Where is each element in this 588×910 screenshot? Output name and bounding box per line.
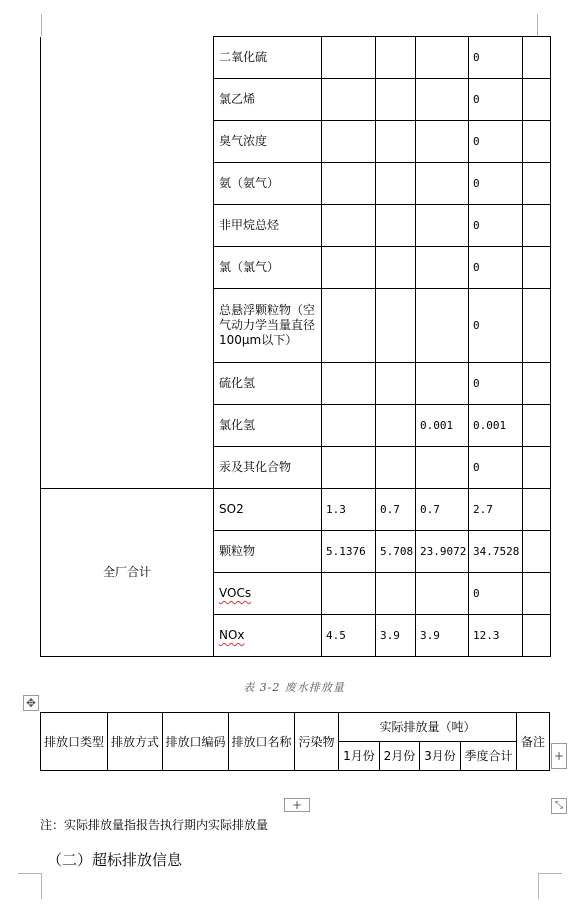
value-cell-m2 <box>376 289 416 363</box>
resize-diagonal-icon[interactable]: ⤡ <box>551 798 567 814</box>
value-cell-remark <box>523 573 551 615</box>
value-cell-quarter: 0 <box>469 79 523 121</box>
crop-mark <box>18 873 41 874</box>
value-cell-remark <box>523 531 551 573</box>
value-cell-remark <box>523 289 551 363</box>
value-cell-remark <box>523 79 551 121</box>
value-cell-remark <box>523 615 551 657</box>
header-month-3: 3月份 <box>420 742 461 771</box>
pollutant-name: VOCs <box>214 573 322 615</box>
value-cell-remark <box>523 163 551 205</box>
value-cell-m2 <box>376 121 416 163</box>
value-cell-m1 <box>322 447 376 489</box>
value-cell-remark <box>523 447 551 489</box>
value-cell-remark <box>523 363 551 405</box>
crop-mark <box>41 873 42 899</box>
pollutant-name: 臭气浓度 <box>214 121 322 163</box>
value-cell-quarter: 0 <box>469 121 523 163</box>
value-cell-m3 <box>416 447 469 489</box>
section-heading: （二）超标排放信息 <box>47 851 183 869</box>
group-label-total: 全厂合计 <box>41 489 214 657</box>
value-cell-m1 <box>322 247 376 289</box>
value-cell-quarter: 0 <box>469 363 523 405</box>
value-cell-m2 <box>376 79 416 121</box>
pollutant-name: 非甲烷总烃 <box>214 205 322 247</box>
move-cross-icon[interactable]: ✥ <box>23 695 39 711</box>
value-cell-m3: 0.001 <box>416 405 469 447</box>
value-cell-remark <box>523 205 551 247</box>
value-cell-m3 <box>416 289 469 363</box>
header-actual-emission: 实际排放量（吨） <box>339 713 517 742</box>
value-cell-quarter: 2.7 <box>469 489 523 531</box>
value-cell-m2 <box>376 205 416 247</box>
header-month-1: 1月份 <box>339 742 380 771</box>
header-outlet-name: 排放口名称 <box>229 713 295 771</box>
crop-mark <box>538 873 562 874</box>
crop-mark <box>41 14 42 36</box>
value-cell-quarter: 0 <box>469 163 523 205</box>
value-cell-m3 <box>416 163 469 205</box>
table-row <box>41 489 551 531</box>
value-cell-m1 <box>322 205 376 247</box>
value-cell-quarter: 12.3 <box>469 615 523 657</box>
value-cell-remark <box>523 121 551 163</box>
header-method: 排放方式 <box>108 713 163 771</box>
header-outlet-type: 排放口类型 <box>41 713 108 771</box>
group-cell-continued <box>41 37 214 489</box>
pollutant-name: 氯乙烯 <box>214 79 322 121</box>
add-column-plus-icon[interactable]: + <box>551 743 567 769</box>
value-cell-m3 <box>416 37 469 79</box>
value-cell-m3 <box>416 79 469 121</box>
pollutant-name: 颗粒物 <box>214 531 322 573</box>
table-caption: 表 3-2 废水排放量 <box>243 681 345 694</box>
value-cell-quarter: 34.7528 <box>469 531 523 573</box>
emission-table <box>40 36 551 657</box>
value-cell-quarter: 0.001 <box>469 405 523 447</box>
value-cell-m1: 4.5 <box>322 615 376 657</box>
value-cell-remark <box>523 37 551 79</box>
value-cell-m1: 5.1376 <box>322 531 376 573</box>
pollutant-name: SO2 <box>214 489 322 531</box>
value-cell-m1: 1.3 <box>322 489 376 531</box>
pollutant-name: NOx <box>214 615 322 657</box>
value-cell-m2: 3.9 <box>376 615 416 657</box>
pollutant-name: 汞及其化合物 <box>214 447 322 489</box>
value-cell-m1 <box>322 573 376 615</box>
value-cell-quarter: 0 <box>469 573 523 615</box>
value-cell-quarter: 0 <box>469 247 523 289</box>
value-cell-remark <box>523 489 551 531</box>
value-cell-m3 <box>416 363 469 405</box>
header-remark: 备注 <box>517 713 550 771</box>
value-cell-m2 <box>376 363 416 405</box>
value-cell-m1 <box>322 405 376 447</box>
value-cell-quarter: 0 <box>469 205 523 247</box>
value-cell-m1 <box>322 289 376 363</box>
value-cell-quarter: 0 <box>469 289 523 363</box>
value-cell-m1 <box>322 363 376 405</box>
pollutant-name: 氨（氨气） <box>214 163 322 205</box>
pollutant-name: 氯化氢 <box>214 405 322 447</box>
value-cell-m2: 0.7 <box>376 489 416 531</box>
value-cell-m2 <box>376 163 416 205</box>
value-cell-m1 <box>322 79 376 121</box>
add-row-plus-icon[interactable]: + <box>284 798 310 812</box>
pollutant-name: 二氧化硫 <box>214 37 322 79</box>
value-cell-quarter: 0 <box>469 37 523 79</box>
value-cell-m2 <box>376 405 416 447</box>
header-month-2: 2月份 <box>380 742 420 771</box>
value-cell-remark <box>523 247 551 289</box>
value-cell-quarter: 0 <box>469 447 523 489</box>
value-cell-m1 <box>322 37 376 79</box>
crop-mark <box>537 14 538 36</box>
value-cell-m1 <box>322 121 376 163</box>
header-quarter-total: 季度合计 <box>461 742 517 771</box>
value-cell-m2 <box>376 247 416 289</box>
value-cell-m3 <box>416 205 469 247</box>
pollutant-name: 硫化氢 <box>214 363 322 405</box>
value-cell-m3 <box>416 121 469 163</box>
value-cell-m2 <box>376 447 416 489</box>
value-cell-m2 <box>376 573 416 615</box>
value-cell-m3 <box>416 247 469 289</box>
header-outlet-code: 排放口编码 <box>163 713 229 771</box>
value-cell-m3: 0.7 <box>416 489 469 531</box>
value-cell-m1 <box>322 163 376 205</box>
value-cell-m2: 5.708 <box>376 531 416 573</box>
table-row <box>41 37 551 79</box>
value-cell-m3 <box>416 573 469 615</box>
value-cell-m2 <box>376 37 416 79</box>
pollutant-name: 氯（氯气） <box>214 247 322 289</box>
value-cell-remark <box>523 405 551 447</box>
header-pollutant: 污染物 <box>295 713 339 771</box>
crop-mark <box>538 873 539 899</box>
wastewater-table <box>40 712 550 771</box>
pollutant-name: 总悬浮颗粒物（空气动力学当量直径100μm以下） <box>214 289 322 363</box>
value-cell-m3: 23.9072 <box>416 531 469 573</box>
table-note: 注：实际排放量指报告执行期内实际排放量 <box>40 818 269 832</box>
value-cell-m3: 3.9 <box>416 615 469 657</box>
